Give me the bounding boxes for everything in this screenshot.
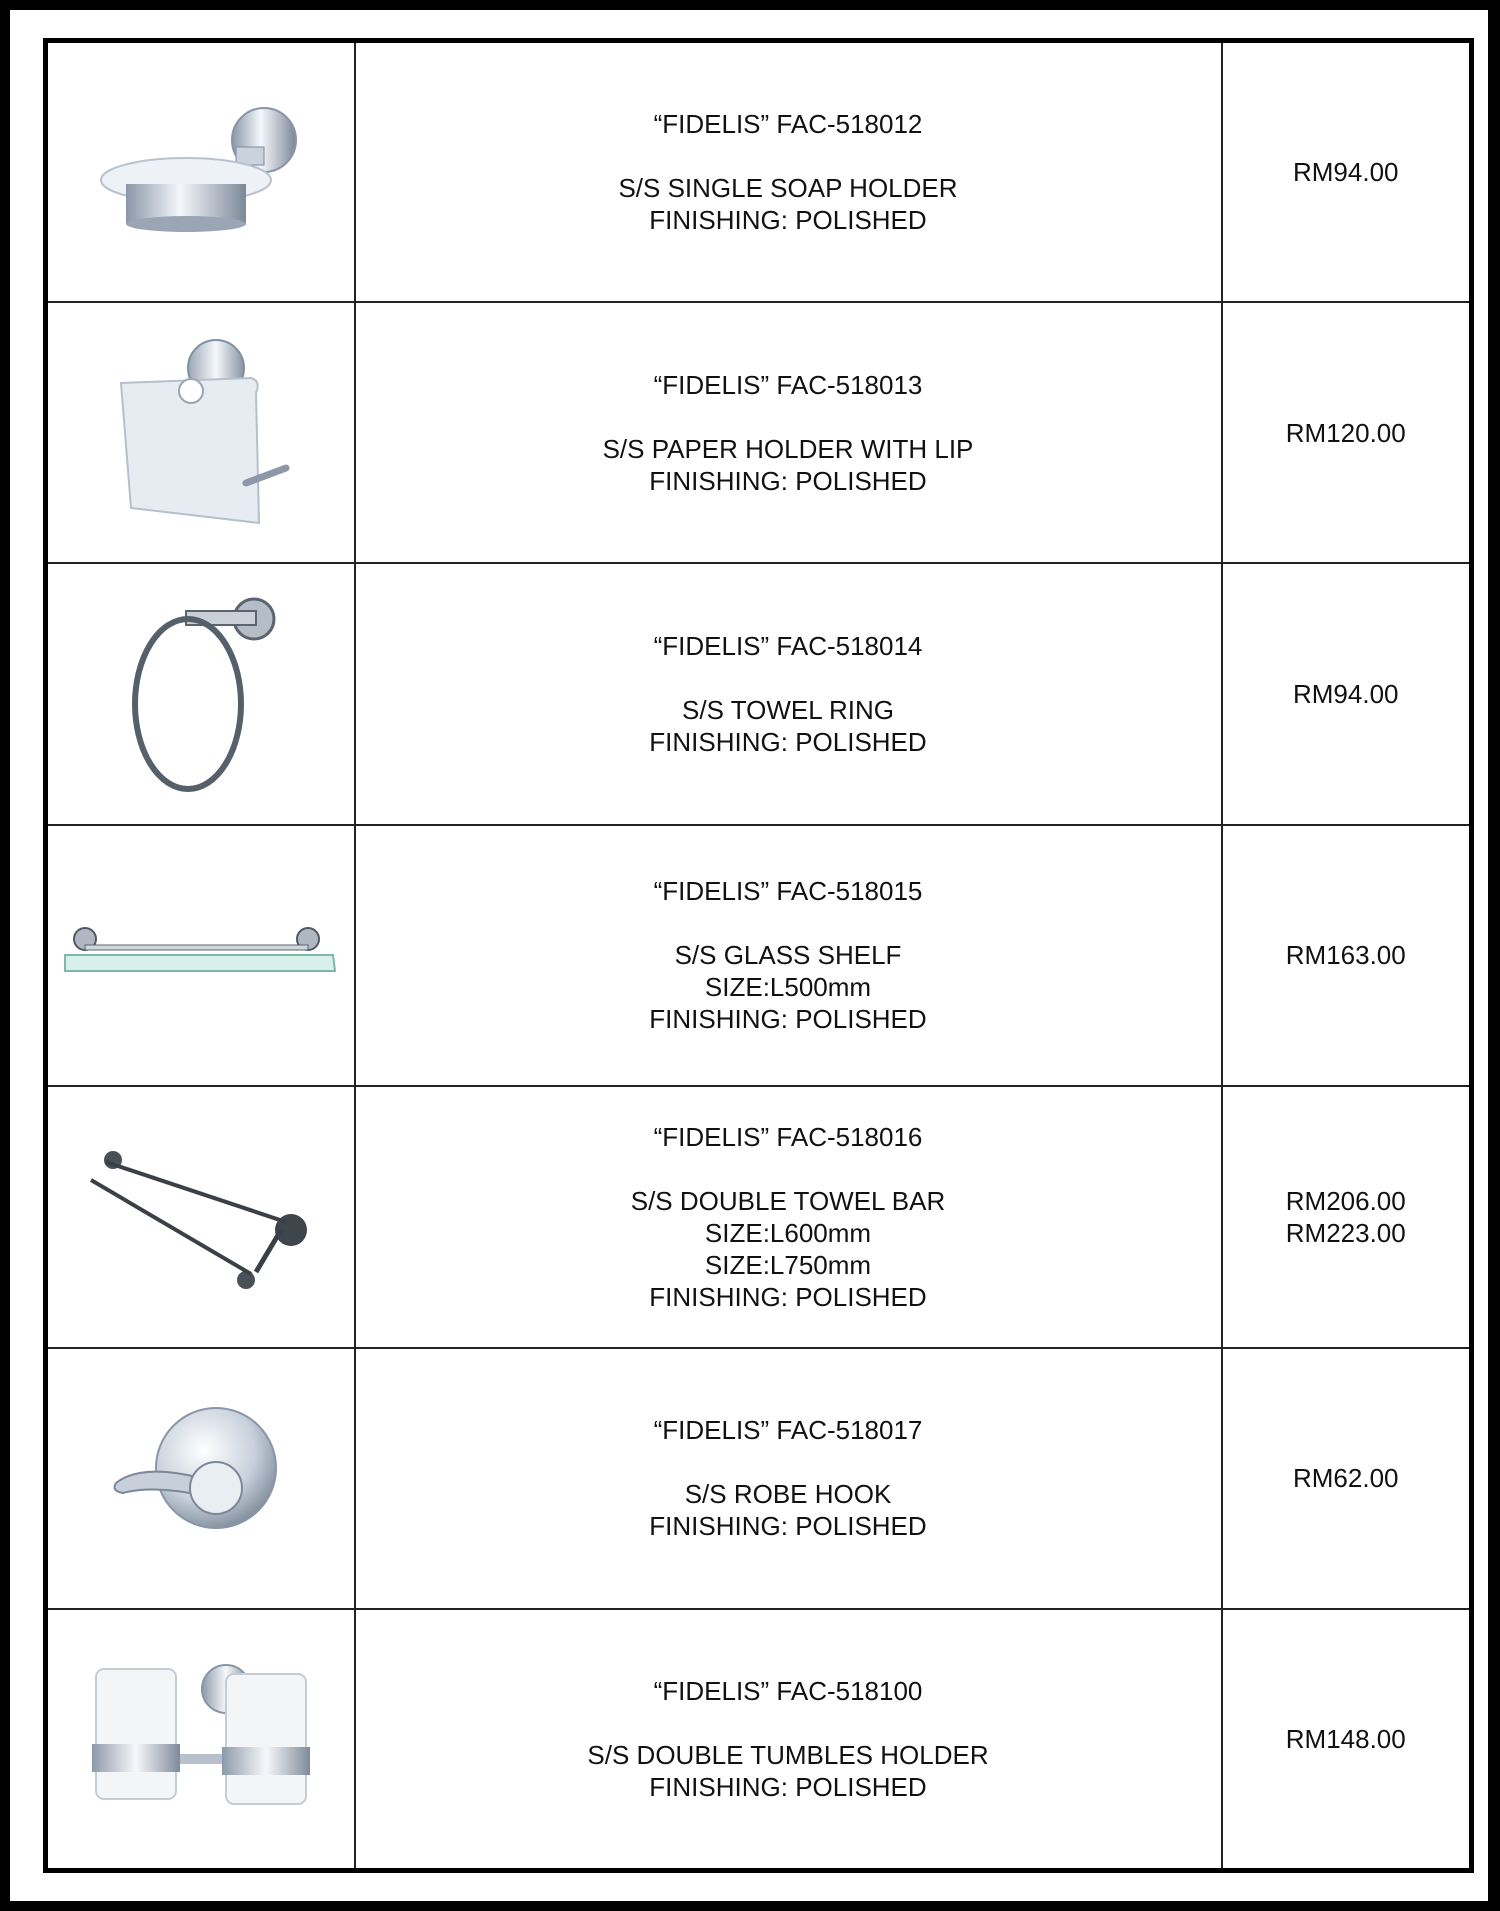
product-finish: FINISHING: POLISHED — [649, 204, 927, 235]
product-finish: FINISHING: POLISHED — [649, 1511, 927, 1542]
table-row — [46, 302, 1472, 563]
product-image-cell — [46, 302, 355, 563]
product-price: RM62.00 — [1293, 1463, 1399, 1494]
product-description — [355, 1086, 1222, 1347]
tumbler-holder-icon — [86, 1659, 316, 1819]
towel-ring-icon — [126, 589, 276, 799]
table-row — [46, 1609, 1472, 1870]
product-size: SIZE:L750mm — [704, 1249, 872, 1280]
product-image-cell — [46, 563, 355, 824]
product-price-cell — [1222, 41, 1472, 302]
product-description — [355, 825, 1222, 1086]
product-description — [355, 1609, 1222, 1870]
glass-shelf-icon — [63, 925, 338, 985]
product-price: RM163.00 — [1285, 940, 1406, 971]
product-code: “FIDELIS” FAC-518017 — [653, 1415, 923, 1446]
product-price-cell — [1222, 1086, 1472, 1347]
product-price: RM94.00 — [1293, 156, 1399, 187]
product-description — [355, 563, 1222, 824]
product-detail: S/S SINGLE SOAP HOLDER — [618, 172, 958, 203]
soap-holder-icon — [86, 92, 316, 252]
product-code: “FIDELIS” FAC-518014 — [653, 631, 923, 662]
product-code: “FIDELIS” FAC-518012 — [653, 108, 923, 139]
product-description — [355, 1348, 1222, 1609]
product-finish: FINISHING: POLISHED — [649, 727, 927, 758]
product-detail: S/S PAPER HOLDER WITH LIP — [602, 433, 974, 464]
product-detail: S/S GLASS SHELF — [674, 940, 902, 971]
product-image-cell — [46, 1609, 355, 1870]
product-price-cell — [1222, 1609, 1472, 1870]
product-detail: S/S DOUBLE TUMBLES HOLDER — [587, 1740, 989, 1771]
double-towel-bar-icon — [81, 1142, 321, 1292]
product-image-cell — [46, 1348, 355, 1609]
product-price: RM223.00 — [1285, 1217, 1406, 1248]
product-price: RM120.00 — [1285, 417, 1406, 448]
product-description — [355, 41, 1222, 302]
product-price-cell — [1222, 302, 1472, 563]
product-table — [43, 38, 1474, 1873]
product-price: RM206.00 — [1285, 1185, 1406, 1216]
product-size: SIZE:L600mm — [704, 1217, 872, 1248]
product-code: “FIDELIS” FAC-518016 — [653, 1121, 923, 1152]
product-detail: S/S DOUBLE TOWEL BAR — [630, 1185, 946, 1216]
product-price-cell — [1222, 1348, 1472, 1609]
product-detail: S/S TOWEL RING — [682, 695, 894, 726]
product-size: SIZE:L500mm — [704, 972, 872, 1003]
product-finish: FINISHING: POLISHED — [649, 1281, 927, 1312]
product-code: “FIDELIS” FAC-518013 — [653, 369, 923, 400]
product-code: “FIDELIS” FAC-518015 — [653, 876, 923, 907]
robe-hook-icon — [101, 1403, 301, 1553]
product-image-cell — [46, 41, 355, 302]
product-price: RM148.00 — [1285, 1724, 1406, 1755]
product-code: “FIDELIS” FAC-518100 — [653, 1676, 923, 1707]
product-finish: FINISHING: POLISHED — [649, 465, 927, 496]
product-finish: FINISHING: POLISHED — [649, 1772, 927, 1803]
table-row — [46, 825, 1472, 1086]
product-price-cell — [1222, 825, 1472, 1086]
product-detail: S/S ROBE HOOK — [684, 1479, 892, 1510]
product-image-cell — [46, 825, 355, 1086]
catalog-page — [10, 10, 1488, 1901]
table-row — [46, 563, 1472, 824]
table-row — [46, 1086, 1472, 1347]
paper-holder-icon — [101, 333, 301, 533]
product-image-cell — [46, 1086, 355, 1347]
table-row — [46, 1348, 1472, 1609]
product-description — [355, 302, 1222, 563]
product-price-cell — [1222, 563, 1472, 824]
table-row — [46, 41, 1472, 302]
product-finish: FINISHING: POLISHED — [649, 1004, 927, 1035]
product-price: RM94.00 — [1293, 679, 1399, 710]
